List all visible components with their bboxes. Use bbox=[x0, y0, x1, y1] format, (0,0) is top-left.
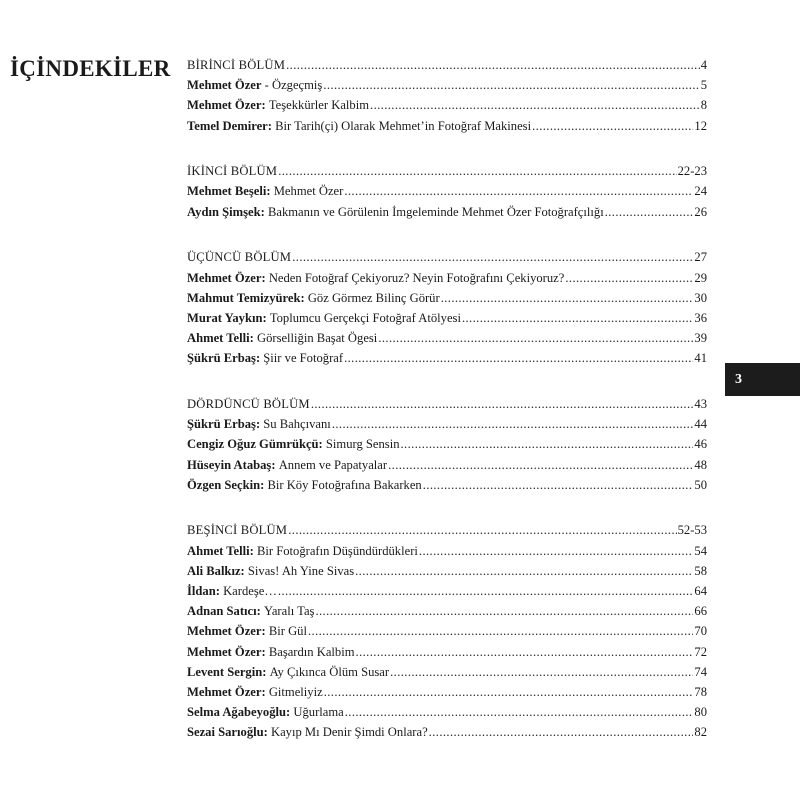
dot-leader bbox=[370, 98, 700, 113]
entry-author: Cengiz Oğuz Gümrükçü: bbox=[187, 437, 323, 452]
entry-title: Simurg Sensin bbox=[325, 437, 400, 452]
entry-title: Başardın Kalbim bbox=[268, 644, 355, 659]
toc-entry[interactable] bbox=[187, 98, 707, 118]
entry-author: Mehmet Beşeli: bbox=[187, 184, 271, 199]
toc-entry[interactable] bbox=[187, 271, 707, 291]
entry-author: İldan: bbox=[187, 583, 220, 598]
toc-entry[interactable] bbox=[187, 604, 707, 624]
entry-page: 8 bbox=[700, 98, 707, 113]
entry-author: Ahmet Telli: bbox=[187, 331, 254, 346]
entry-page: 80 bbox=[694, 705, 707, 720]
entry-title: Sivas! Ah Yine Sivas bbox=[247, 563, 355, 578]
toc-entry[interactable] bbox=[187, 665, 707, 685]
dot-leader bbox=[423, 478, 694, 493]
entry-author: Levent Sergin: bbox=[187, 664, 267, 679]
entry-page: 54 bbox=[694, 543, 707, 558]
dot-leader bbox=[390, 665, 693, 680]
entry-page: 72 bbox=[694, 644, 707, 659]
entry-author: Selma Ağabeyoğlu: bbox=[187, 705, 291, 720]
toc-entry[interactable] bbox=[187, 331, 707, 351]
page-number: 3 bbox=[735, 371, 742, 387]
entry-author: Aydın Şimşek: bbox=[187, 204, 265, 219]
entry-title: Kardeşe… bbox=[223, 583, 277, 598]
entry-title: Neden Fotoğraf Çekiyoruz? Neyin Fotoğrafını Çekiyoruz? bbox=[268, 270, 565, 285]
dot-leader bbox=[332, 417, 694, 432]
entry-author: Sezai Sarıoğlu: bbox=[187, 725, 268, 740]
dot-leader bbox=[311, 397, 694, 412]
entry-page: 41 bbox=[694, 351, 707, 366]
entry-title: Su Bahçıvanı bbox=[263, 417, 331, 432]
toc-entry[interactable] bbox=[187, 624, 707, 644]
entry-page: 66 bbox=[694, 604, 707, 619]
entry-author: Mehmet Özer: bbox=[187, 98, 266, 113]
entry-title: Ay Çıkınca Ölüm Susar bbox=[269, 664, 390, 679]
toc-section bbox=[187, 250, 707, 371]
dot-leader bbox=[532, 119, 693, 134]
dot-leader bbox=[401, 437, 694, 452]
toc-section bbox=[187, 58, 707, 139]
toc-entry[interactable] bbox=[187, 78, 707, 98]
section-title: İKİNCİ BÖLÜM bbox=[187, 164, 278, 179]
entry-page: 44 bbox=[694, 417, 707, 432]
dot-leader bbox=[344, 351, 693, 366]
entry-page: 64 bbox=[694, 583, 707, 598]
entry-author: Şükrü Erbaş: bbox=[187, 417, 261, 432]
entry-author: Mehmet Özer: bbox=[187, 644, 266, 659]
entry-author: Temel Demirer: bbox=[187, 118, 272, 133]
entry-author: Ahmet Telli: bbox=[187, 543, 254, 558]
section-title: ÜÇÜNCÜ BÖLÜM bbox=[187, 250, 292, 265]
dot-leader bbox=[288, 523, 676, 538]
toc-entry[interactable] bbox=[187, 119, 707, 139]
entry-page: 74 bbox=[694, 664, 707, 679]
section-heading-row[interactable] bbox=[187, 164, 707, 184]
dot-leader bbox=[308, 624, 693, 639]
toc-entry[interactable] bbox=[187, 351, 707, 371]
section-title: BİRİNCİ BÖLÜM bbox=[187, 58, 286, 72]
dot-leader bbox=[345, 705, 694, 720]
entry-title: Gitmeliyiz bbox=[268, 684, 323, 699]
page-number-tab bbox=[725, 363, 800, 396]
toc-entry[interactable] bbox=[187, 584, 707, 604]
section-page: 27 bbox=[694, 250, 707, 265]
entry-title: Bir Fotoğrafın Düşündürdükleri bbox=[256, 543, 418, 558]
entry-title: Uğurlama bbox=[293, 705, 344, 720]
section-heading-row[interactable] bbox=[187, 58, 707, 78]
entry-page: 39 bbox=[694, 331, 707, 346]
dot-leader bbox=[278, 164, 676, 179]
dot-leader bbox=[324, 685, 694, 700]
entry-title: Yaralı Taş bbox=[264, 604, 315, 619]
section-title: BEŞİNCİ BÖLÜM bbox=[187, 523, 288, 538]
entry-title: Şiir ve Fotoğraf bbox=[263, 351, 344, 366]
section-page: 4 bbox=[700, 58, 707, 72]
dot-leader bbox=[462, 311, 693, 326]
toc-entry[interactable] bbox=[187, 705, 707, 725]
entry-page: 29 bbox=[694, 270, 707, 285]
toc-entry[interactable] bbox=[187, 417, 707, 437]
entry-title: Göz Görmez Bilinç Görür bbox=[307, 290, 440, 305]
dot-leader bbox=[605, 205, 694, 220]
entry-page: 58 bbox=[694, 563, 707, 578]
toc-entry[interactable] bbox=[187, 458, 707, 478]
entry-author: Mehmet Özer: bbox=[187, 270, 266, 285]
dot-leader bbox=[344, 184, 693, 199]
entry-title: Bir Gül bbox=[268, 624, 307, 639]
section-title: DÖRDÜNCÜ BÖLÜM bbox=[187, 396, 310, 411]
entry-page: 12 bbox=[694, 118, 707, 133]
toc-entry[interactable] bbox=[187, 564, 707, 584]
section-heading-row[interactable] bbox=[187, 523, 707, 543]
entry-page: 82 bbox=[694, 725, 707, 740]
toc-entry[interactable] bbox=[187, 544, 707, 564]
entry-author: Mehmet Özer bbox=[187, 78, 262, 93]
entry-title: Mehmet Özer bbox=[273, 184, 344, 199]
section-page: 22-23 bbox=[677, 164, 707, 179]
toc-section bbox=[187, 523, 707, 745]
dot-leader bbox=[419, 544, 694, 559]
entry-title: Özgeçmiş bbox=[271, 78, 323, 93]
entry-page: 5 bbox=[700, 78, 707, 93]
entry-page: 30 bbox=[694, 290, 707, 305]
dot-leader bbox=[278, 584, 693, 599]
entry-separator: - bbox=[261, 78, 272, 93]
entry-title: Bir Tarih(çi) Olarak Mehmet’in Fotoğraf Makinesi bbox=[275, 118, 532, 133]
dot-leader bbox=[286, 58, 700, 73]
entry-page: 24 bbox=[694, 184, 707, 199]
entry-title: Görselliğin Başat Ögesi bbox=[256, 331, 378, 346]
entry-author: Özgen Seçkin: bbox=[187, 477, 265, 492]
toc-entry[interactable] bbox=[187, 685, 707, 705]
entry-title: Toplumcu Gerçekçi Fotoğraf Atölyesi bbox=[269, 310, 461, 325]
entry-title: Kayıp Mı Denir Şimdi Onlara? bbox=[270, 725, 428, 740]
entry-page: 46 bbox=[694, 437, 707, 452]
dot-leader bbox=[292, 250, 693, 265]
toc-entry[interactable] bbox=[187, 437, 707, 457]
entry-page: 36 bbox=[694, 310, 707, 325]
entry-page: 48 bbox=[694, 457, 707, 472]
toc-entry[interactable] bbox=[187, 311, 707, 331]
dot-leader bbox=[378, 331, 693, 346]
entry-title: Bir Köy Fotoğrafına Bakarken bbox=[267, 477, 422, 492]
entry-page: 78 bbox=[694, 684, 707, 699]
toc-entry[interactable] bbox=[187, 725, 707, 745]
section-page: 43 bbox=[694, 396, 707, 411]
page-title: İÇİNDEKİLER bbox=[10, 56, 171, 81]
toc-entry[interactable] bbox=[187, 478, 707, 498]
entry-title: Annem ve Papatyalar bbox=[278, 457, 388, 472]
entry-page: 50 bbox=[694, 477, 707, 492]
entry-author: Mehmet Özer: bbox=[187, 624, 266, 639]
dot-leader bbox=[565, 271, 693, 286]
section-heading-row[interactable] bbox=[187, 250, 707, 270]
toc-entry[interactable] bbox=[187, 645, 707, 665]
entry-page: 26 bbox=[694, 204, 707, 219]
dot-leader bbox=[315, 604, 693, 619]
toc-section bbox=[187, 164, 707, 225]
toc-entry[interactable] bbox=[187, 184, 707, 204]
section-heading-row[interactable] bbox=[187, 397, 707, 417]
table-of-contents bbox=[187, 58, 707, 771]
entry-page: 70 bbox=[694, 624, 707, 639]
dot-leader bbox=[388, 458, 693, 473]
entry-title: Bakmanın ve Görülenin İmgeleminde Mehmet Özer Fotoğrafçılığı bbox=[267, 204, 604, 219]
dot-leader bbox=[356, 645, 694, 660]
dot-leader bbox=[429, 725, 694, 740]
dot-leader bbox=[355, 564, 693, 579]
entry-author: Mehmet Özer: bbox=[187, 684, 266, 699]
toc-entry[interactable] bbox=[187, 291, 707, 311]
toc-section bbox=[187, 397, 707, 498]
entry-author: Ali Balkız: bbox=[187, 563, 245, 578]
entry-author: Adnan Satıcı: bbox=[187, 604, 261, 619]
entry-author: Murat Yaykın: bbox=[187, 310, 267, 325]
entry-author: Hüseyin Atabaş: bbox=[187, 457, 276, 472]
entry-author: Mahmut Temizyürek: bbox=[187, 290, 305, 305]
dot-leader bbox=[441, 291, 694, 306]
section-page: 52-53 bbox=[677, 523, 707, 538]
entry-author: Şükrü Erbaş: bbox=[187, 351, 261, 366]
entry-title: Teşekkürler Kalbim bbox=[268, 98, 370, 113]
toc-entry[interactable] bbox=[187, 205, 707, 225]
dot-leader bbox=[323, 78, 699, 93]
